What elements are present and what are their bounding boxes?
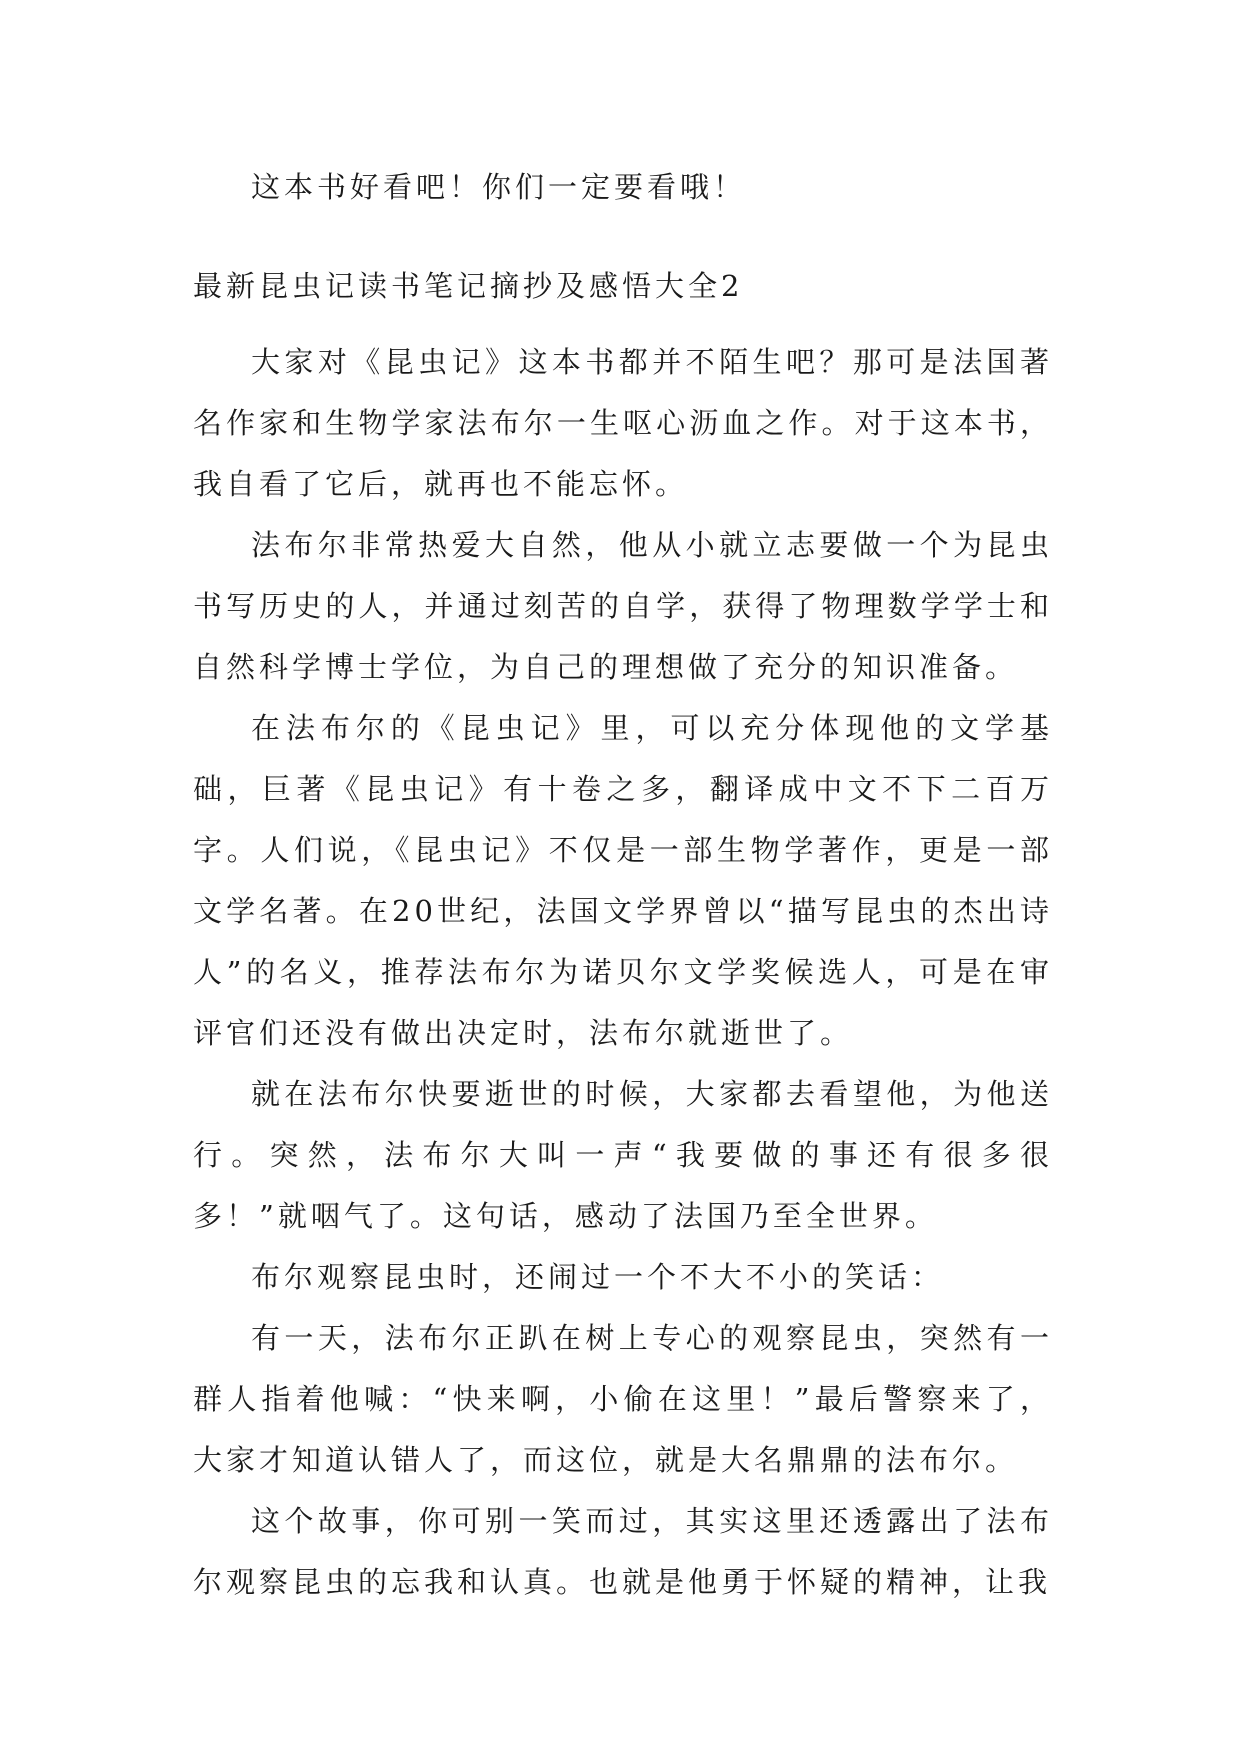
- section-title: 最新昆虫记读书笔记摘抄及感悟大全2: [193, 269, 744, 303]
- closing-line: 这本书好看吧！你们一定要看哦！: [251, 170, 747, 204]
- closing-paragraph: [193, 157, 1053, 218]
- body-paragraph-7: 这个故事，你可别一笑而过，其实这里还透露出了法布尔观察昆虫的忘我和认真。也就是他勇于怀疑的精神，让我: [193, 1504, 1053, 1599]
- body-paragraph-5: 布尔观察昆虫时，还闹过一个不大不小的笑话：: [251, 1260, 945, 1294]
- body-paragraph-2: 法布尔非常热爱大自然，他从小就立志要做一个为昆虫书写历史的人，并通过刻苦的自学，获得了物理数学学士和自然科学博士学位，为自己的理想做了充分的知识准备。: [193, 528, 1053, 684]
- body-paragraph-4: 就在法布尔快要逝世的时候，大家都去看望他，为他送行。突然，法布尔大叫一声“我要做的事还有很多很多！”就咽气了。这句话，感动了法国乃至全世界。: [193, 1077, 1053, 1233]
- article-body: [193, 332, 1053, 1613]
- body-paragraph-1: 大家对《昆虫记》这本书都并不陌生吧？那可是法国著名作家和生物学家法布尔一生呕心沥血之作。对于这本书，我自看了它后，就再也不能忘怀。: [193, 345, 1053, 501]
- body-paragraph-6: 有一天，法布尔正趴在树上专心的观察昆虫，突然有一群人指着他喊：“快来啊，小偷在这里！”最后警察来了，大家才知道认错人了，而这位，就是大名鼎鼎的法布尔。: [193, 1321, 1053, 1477]
- section-heading: [193, 256, 1053, 317]
- body-paragraph-3: 在法布尔的《昆虫记》里，可以充分体现他的文学基础，巨著《昆虫记》有十卷之多，翻译成中文不下二百万字。人们说，《昆虫记》不仅是一部生物学著作，更是一部文学名著。在20世纪，法国文学界曾以“描写昆虫的杰出诗人”的名义，推荐法布尔为诺贝尔文学奖候选人，可是在审评官们还没有做出决定时，法布尔就逝世了。: [193, 711, 1053, 1050]
